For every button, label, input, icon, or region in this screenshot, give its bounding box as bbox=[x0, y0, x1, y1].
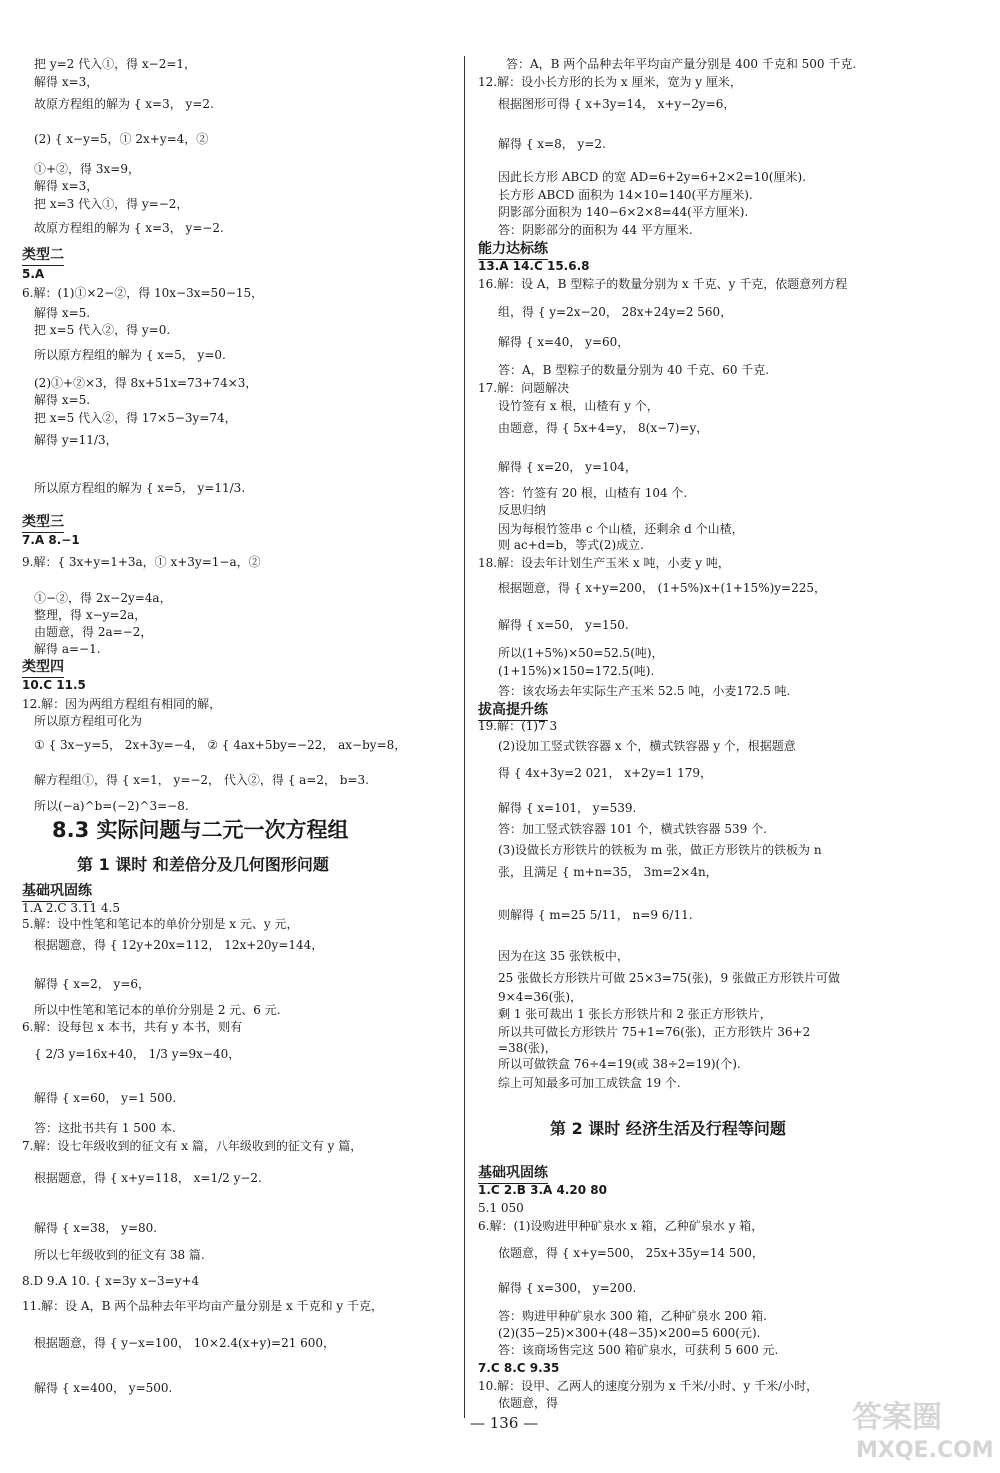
section-label: 基础巩固练 bbox=[22, 882, 92, 902]
text-line: 7.解：设七年级收到的征文有 x 篇，八年级收到的征文有 y 篇， bbox=[22, 1139, 363, 1153]
text-line: 根据题意，得 { y−x=100， 10×2.4(x+y)=21 600， bbox=[34, 1336, 336, 1350]
text-line: ①−②，得 2x−2y=4a， bbox=[34, 591, 172, 605]
text-line: 解得 { x=38， y=80. bbox=[34, 1221, 158, 1235]
text-line: 依题意，得 { x+y=500， 25x+35y=14 500， bbox=[498, 1246, 764, 1260]
text-line: 答：该农场去年实际生产玉米 52.5 吨，小麦172.5 吨. bbox=[498, 684, 791, 698]
text-line: 得 { 4x+3y=2 021， x+2y=1 179， bbox=[498, 766, 713, 780]
section-label: 能力达标练 bbox=[478, 240, 548, 260]
text-line: 解得 { x=400， y=500. bbox=[34, 1381, 173, 1395]
text-line: 1.C 2.B 3.A 4.20 80 bbox=[478, 1183, 607, 1197]
text-line: 因为在这 35 张铁板中， bbox=[498, 949, 629, 963]
text-line: 所以(−a)^b=(−2)^3=−8. bbox=[34, 799, 189, 813]
page-number: — 136 — bbox=[470, 1414, 539, 1432]
text-line: 长方形 ABCD 面积为 14×10=140(平方厘米). bbox=[498, 188, 753, 202]
text-line: 反思归纳 bbox=[498, 503, 547, 517]
text-line: 张，且满足 { m+n=35， 3m=2×4n， bbox=[498, 865, 718, 879]
text-line: 把 x=5 代入②，得 y=0. bbox=[34, 323, 171, 337]
section-label: 类型四 bbox=[22, 658, 64, 678]
text-line: 解得 x=3， bbox=[34, 179, 99, 193]
text-line: 解得 { x=2， y=6， bbox=[34, 977, 151, 991]
section-title: 第 2 课时 经济生活及行程等问题 bbox=[550, 1119, 786, 1138]
text-line: 答：竹签有 20 根，山楂有 104 个. bbox=[498, 486, 688, 500]
text-line: 解得 { x=20， y=104， bbox=[498, 460, 637, 474]
text-line: 把 x=5 代入②，得 17×5−3y=74， bbox=[34, 411, 237, 425]
text-line: 解得 { x=50， y=150. bbox=[498, 618, 629, 632]
text-line: 剩 1 张可裁出 1 张长方形铁片和 2 张正方形铁片， bbox=[498, 1007, 772, 1021]
text-line: 6.解：(1)设购进甲种矿泉水 x 箱，乙种矿泉水 y 箱， bbox=[478, 1219, 764, 1233]
text-line: 解方程组①，得 { x=1， y=−2， 代入②，得 { a=2， b=3. bbox=[34, 773, 369, 787]
section-title: 第 1 课时 和差倍分及几何图形问题 bbox=[77, 855, 329, 874]
text-line: 5.解：设中性笔和笔记本的单价分别是 x 元、y 元， bbox=[22, 917, 299, 931]
text-line: (2)(35−25)×300+(48−35)×200=5 600(元). bbox=[498, 1326, 761, 1340]
text-line: 13.A 14.C 15.6.8 bbox=[478, 259, 590, 273]
text-line: 18.解：设去年计划生产玉米 x 吨，小麦 y 吨， bbox=[478, 556, 730, 570]
text-line: 17.解：问题解决 bbox=[478, 381, 570, 395]
text-line: 则 ac+d=b，等式(2)成立. bbox=[498, 538, 644, 552]
text-line: ① { 3x−y=5， 2x+3y=−4， ② { 4ax+5by=−22， ax−by=8， bbox=[34, 738, 407, 752]
text-line: (2)设加工竖式铁容器 x 个，横式铁容器 y 个，根据题意 bbox=[498, 739, 796, 753]
text-line: 因此长方形 ABCD 的宽 AD=6+2y=6+2×2=10(厘米). bbox=[498, 170, 806, 184]
text-line: (3)设做长方形铁片的铁板为 m 张，做正方形铁片的铁板为 n bbox=[498, 843, 822, 857]
text-line: 根据题意，得 { x+y=200， (1+5%)x+(1+15%)y=225， bbox=[498, 581, 827, 595]
text-line: 由题意，得 2a=−2， bbox=[34, 625, 153, 639]
text-line: 故原方程组的解为 { x=3， y=−2. bbox=[34, 221, 224, 235]
text-line: 7.C 8.C 9.35 bbox=[478, 1361, 560, 1375]
text-line: 组，得 { y=2x−20， 28x+24y=2 560， bbox=[498, 305, 733, 319]
text-line: 设竹签有 x 根，山楂有 y 个， bbox=[498, 399, 659, 413]
text-line: 答：阴影部分的面积为 44 平方厘米. bbox=[498, 223, 693, 237]
text-line: 由题意，得 { 5x+4=y， 8(x−7)=y， bbox=[498, 421, 709, 435]
text-line: 8.D 9.A 10. { x=3y x−3=y+4 bbox=[22, 1274, 200, 1288]
text-line: 依题意，得 bbox=[498, 1396, 559, 1410]
section-label: 类型三 bbox=[22, 513, 64, 533]
text-line: 解得 x=5. bbox=[34, 393, 91, 407]
text-line: 解得 { x=40， y=60， bbox=[498, 335, 630, 349]
section-label: 基础巩固练 bbox=[478, 1164, 548, 1184]
text-line: 解得 a=−1. bbox=[34, 642, 101, 656]
text-line: 5.1 050 bbox=[478, 1201, 524, 1215]
text-line: 25 张做长方形铁片可做 25×3=75(张)，9 张做正方形铁片可做 bbox=[498, 971, 840, 985]
text-line: 故原方程组的解为 { x=3， y=2. bbox=[34, 97, 214, 111]
text-line: 所以共可做长方形铁片 75+1=76(张)，正方形铁片 36+2 bbox=[498, 1025, 811, 1039]
text-line: (2) { x−y=5，① 2x+y=4，② bbox=[34, 132, 209, 146]
text-line: 解得 x=5. bbox=[34, 306, 91, 320]
text-line: 10.解：设甲、乙两人的速度分别为 x 千米/小时、y 千米/小时， bbox=[478, 1379, 819, 1393]
text-line: 9.解：{ 3x+y=1+3a，① x+3y=1−a，② bbox=[22, 555, 261, 569]
text-line: 答：A，B 型粽子的数量分别为 40 千克、60 千克. bbox=[498, 363, 770, 377]
text-line: 1.A 2.C 3.11 4.5 bbox=[22, 901, 120, 915]
text-line: 解得 { x=300， y=200. bbox=[498, 1281, 637, 1295]
text-line: 整理，得 x−y=2a， bbox=[34, 608, 147, 622]
text-line: ①+②，得 3x=9， bbox=[34, 162, 140, 176]
text-line: 所以原方程组的解为 { x=5， y=0. bbox=[34, 348, 226, 362]
text-line: 答：这批书共有 1 500 本. bbox=[34, 1121, 176, 1135]
text-line: 19.解：(1)7 3 bbox=[478, 719, 558, 733]
text-line: { 2/3 y=16x+40， 1/3 y=9x−40， bbox=[34, 1047, 241, 1061]
text-line: (2)①+②×3，得 8x+51x=73+74×3， bbox=[34, 376, 258, 390]
watermark-logo bbox=[844, 1387, 994, 1467]
text-line: 6.解：(1)①×2−②，得 10x−3x=50−15， bbox=[22, 286, 264, 300]
text-line: 10.C 11.5 bbox=[22, 678, 86, 692]
text-line: 12.解：设小长方形的长为 x 厘米，宽为 y 厘米， bbox=[478, 75, 742, 89]
text-line: 因为每根竹签串 c 个山楂，还剩余 d 个山楂， bbox=[498, 522, 744, 536]
text-line: 解得 { x=8， y=2. bbox=[498, 137, 606, 151]
text-line: 根据题意，得 { x+y=118， x=1/2 y−2. bbox=[34, 1171, 262, 1185]
text-line: 9×4=36(张)， bbox=[498, 990, 583, 1004]
text-line: 所以原方程组的解为 { x=5， y=11/3. bbox=[34, 481, 246, 495]
section-label: 类型二 bbox=[22, 246, 64, 266]
text-line: 所以原方程组可化为 bbox=[34, 714, 143, 728]
text-line: 阴影部分面积为 140−6×2×8=44(平方厘米). bbox=[498, 205, 749, 219]
section-label: 拔高提升练 bbox=[478, 701, 548, 721]
text-line: (1+15%)×150=172.5(吨). bbox=[498, 664, 655, 678]
text-line: 答：A，B 两个品种去年平均亩产量分别是 400 千克和 500 千克. bbox=[506, 57, 857, 71]
text-line: 答：购进甲种矿泉水 300 箱，乙种矿泉水 200 箱. bbox=[498, 1309, 767, 1323]
text-line: 5.A bbox=[22, 267, 45, 281]
text-line: 11.解：设 A，B 两个品种去年平均亩产量分别是 x 千克和 y 千克， bbox=[22, 1299, 384, 1313]
text-line: 根据题意，得 { 12y+20x=112， 12x+20y=144， bbox=[34, 938, 324, 952]
text-line: 解得 y=11/3， bbox=[34, 433, 118, 447]
text-line: 12.解：因为两组方程组有相同的解， bbox=[22, 697, 222, 711]
svg-text:答案圈: 答案圈 bbox=[852, 1400, 942, 1435]
text-line: 综上可知最多可加工成铁盒 19 个. bbox=[498, 1076, 681, 1090]
text-line: 答：加工竖式铁容器 101 个，横式铁容器 539 个. bbox=[498, 822, 767, 836]
column-divider bbox=[464, 56, 465, 1418]
text-line: 所以(1+5%)×50=52.5(吨)， bbox=[498, 646, 664, 660]
text-line: 根据图形可得 { x+3y=14， x+y−2y=6， bbox=[498, 97, 736, 111]
text-line: 答：该商场售完这 500 箱矿泉水，可获利 5 600 元. bbox=[498, 1343, 779, 1357]
svg-text:MXQE.COM: MXQE.COM bbox=[856, 1438, 994, 1463]
text-line: 6.解：设每包 x 本书，共有 y 本书，则有 bbox=[22, 1020, 243, 1034]
text-line: 所以七年级收到的征文有 38 篇. bbox=[34, 1248, 205, 1262]
text-line: 则解得 { m=25 5/11， n=9 6/11. bbox=[498, 908, 693, 922]
text-line: 所以可做铁盒 76÷4=19(或 38÷2=19)(个). bbox=[498, 1057, 741, 1071]
section-title: 8.3 实际问题与二元一次方程组 bbox=[52, 818, 349, 842]
text-line: 16.解：设 A，B 型粽子的数量分别为 x 千克、y 千克，依题意列方程 bbox=[478, 277, 848, 291]
text-line: =38(张)， bbox=[498, 1041, 557, 1055]
text-line: 7.A 8.−1 bbox=[22, 533, 80, 547]
text-line: 把 x=3 代入①，得 y=−2， bbox=[34, 197, 189, 211]
text-line: 把 y=2 代入①，得 x−2=1， bbox=[34, 57, 197, 71]
text-line: 解得 { x=101， y=539. bbox=[498, 801, 637, 815]
text-line: 解得 { x=60， y=1 500. bbox=[34, 1091, 177, 1105]
text-line: 所以中性笔和笔记本的单价分别是 2 元、6 元. bbox=[34, 1003, 281, 1017]
text-line: 解得 x=3， bbox=[34, 75, 99, 89]
